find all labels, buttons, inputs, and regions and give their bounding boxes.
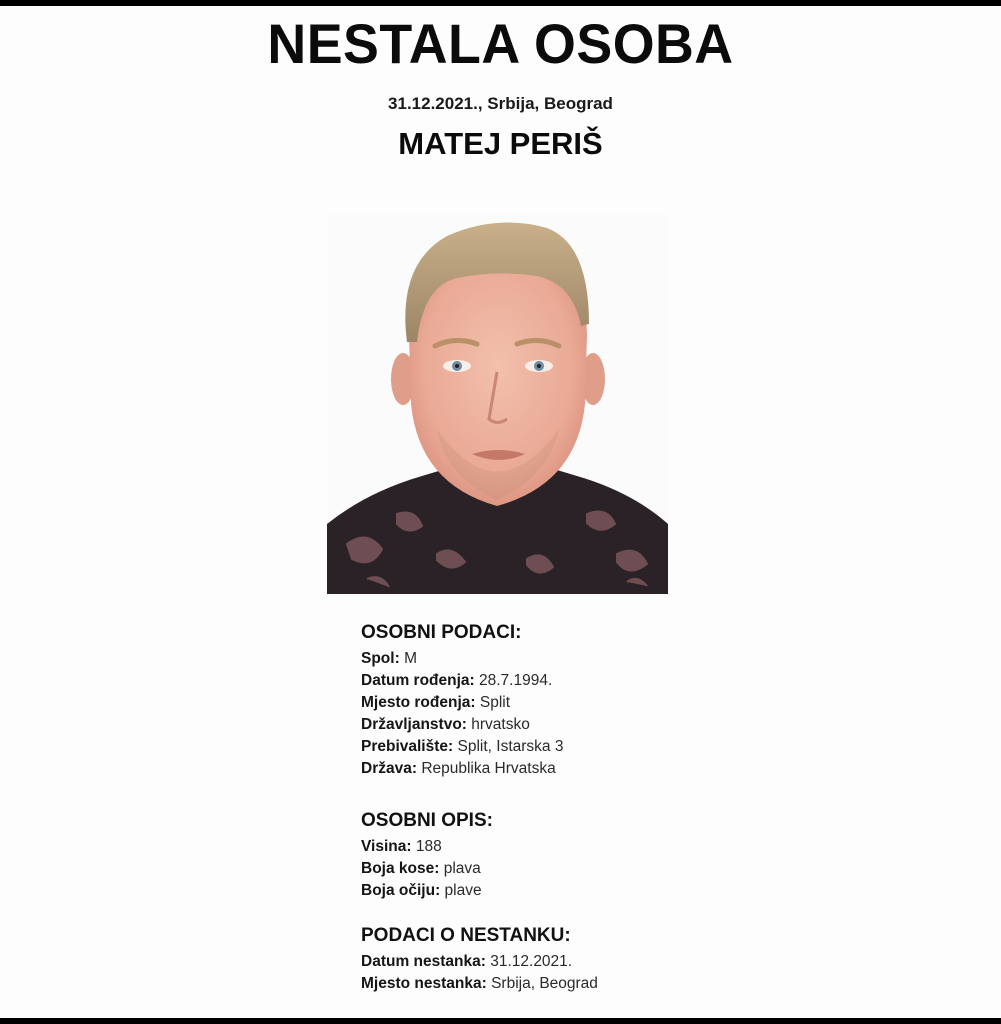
info-label: Spol:: [361, 650, 400, 667]
person-name: MATEJ PERIŠ: [398, 126, 603, 161]
info-label: Mjesto nestanka:: [361, 975, 487, 992]
info-label: Boja kose:: [361, 860, 440, 877]
info-value: 188: [415, 838, 442, 855]
missing-person-poster: [0, 6, 1001, 1018]
info-value: M: [404, 650, 417, 667]
info-value: Republika Hrvatska: [421, 760, 556, 777]
section-heading-disappearance: PODACI O NESTANKU:: [361, 925, 571, 946]
info-row-citizenship: [361, 715, 530, 735]
info-row-birth-place: [361, 693, 510, 713]
info-value: 28.7.1994.: [479, 672, 553, 689]
portrait-photo: [327, 214, 668, 594]
info-row-missing-place: [361, 974, 598, 994]
info-row-residence: [361, 737, 563, 757]
info-value: Srbija, Beograd: [491, 975, 598, 992]
info-label: Prebivalište:: [361, 738, 454, 755]
info-row-height: [361, 837, 442, 857]
info-label: Visina:: [361, 838, 412, 855]
info-label: Datum rođenja:: [361, 672, 475, 689]
info-value: Split, Istarska 3: [457, 738, 564, 755]
info-label: Država:: [361, 760, 417, 777]
info-value: hrvatsko: [471, 716, 530, 733]
info-value: plave: [444, 882, 482, 899]
poster-subtitle: 31.12.2021., Srbija, Beograd: [388, 94, 613, 113]
info-value: 31.12.2021.: [490, 953, 573, 970]
info-label: Mjesto rođenja:: [361, 694, 476, 711]
bottom-edge: [0, 1018, 1001, 1024]
section-heading-personal: OSOBNI PODACI:: [361, 622, 522, 643]
info-row-birth-date: [361, 671, 552, 691]
info-label: Datum nestanka:: [361, 953, 486, 970]
info-value: plava: [443, 860, 481, 877]
poster-title: NESTALA OSOBA: [267, 12, 734, 75]
info-label: Boja očiju:: [361, 882, 441, 899]
info-row-hair-color: [361, 859, 481, 879]
info-value: Split: [479, 694, 511, 711]
info-label: Državljanstvo:: [361, 716, 467, 733]
info-row-country: [361, 759, 556, 779]
info-row-missing-date: [361, 952, 572, 972]
info-row-eye-color: [361, 881, 482, 901]
section-heading-description: OSOBNI OPIS:: [361, 810, 493, 831]
info-row-gender: [361, 649, 417, 669]
